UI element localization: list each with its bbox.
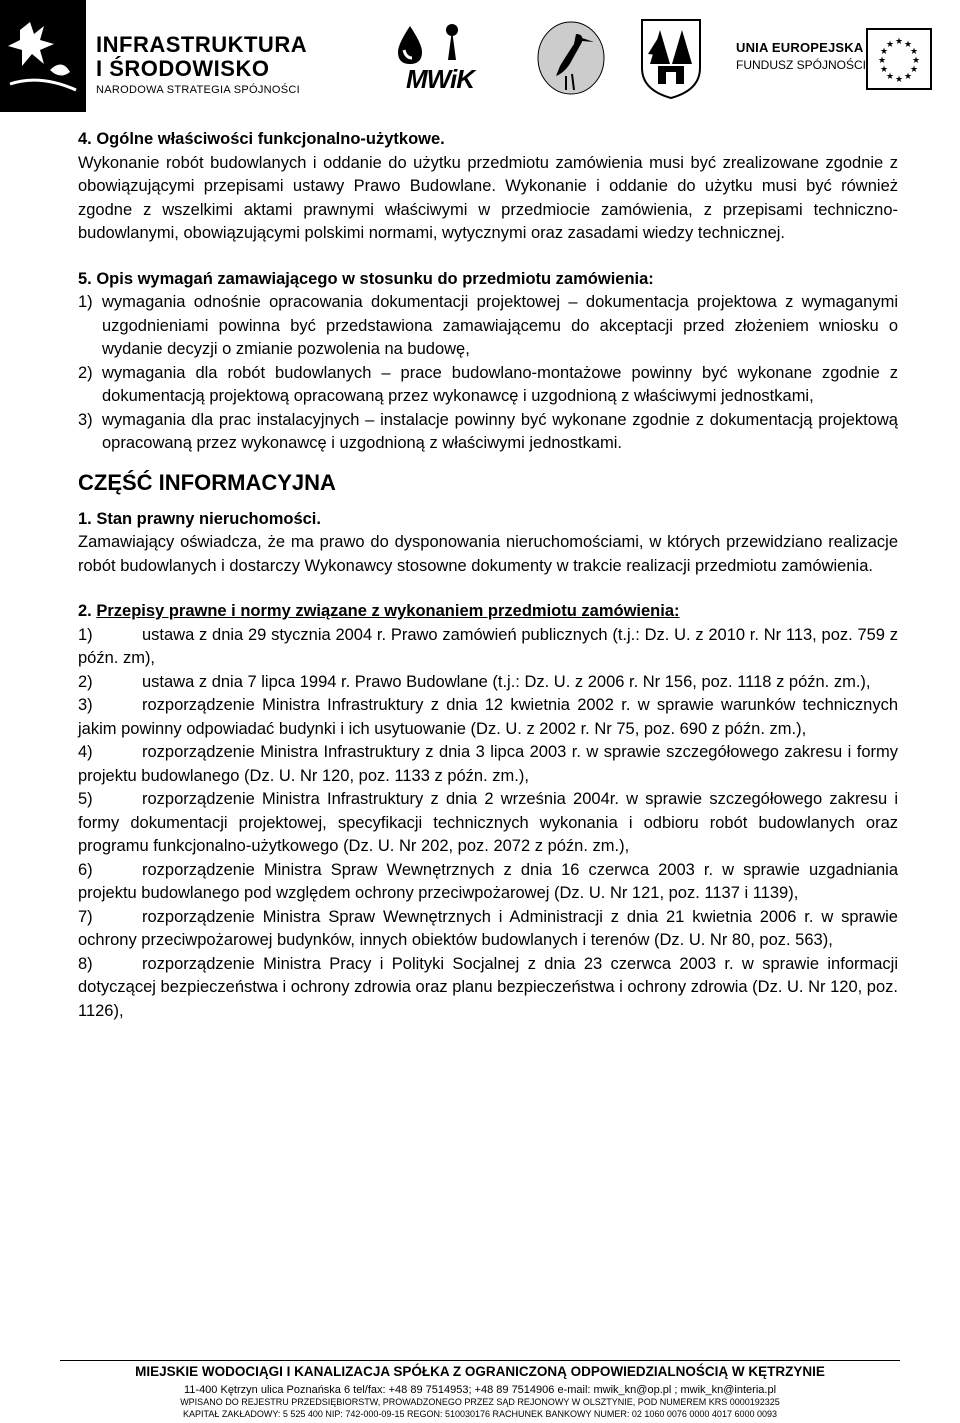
document-body — [78, 128, 898, 1023]
footer-capital: KAPITAŁ ZAKŁADOWY: 5 525 400 NIP: 742-000-09-15 REGON: 510030176 RACHUNEK BANKOWY NUMER: 02 1060 0076 0000 4017 6000 0093 — [183, 1409, 777, 1419]
list-item: 6) rozporządzenie Ministra Spraw Wewnętrznych z dnia 16 czerwca 2003 r. w sprawie uzgadniania projektu budowlanego pod względem ochrony przeciwpożarowej (Dz. U. Nr 121, poz. 1137 i 1139), — [78, 860, 898, 902]
logo-line-1: INFRASTRUKTURA — [96, 32, 308, 57]
infrastruktura-logo — [0, 0, 320, 112]
svg-text:★: ★ — [903, 72, 913, 82]
page-footer — [0, 1360, 960, 1423]
svg-text:★: ★ — [894, 75, 904, 85]
svg-text:★: ★ — [879, 47, 889, 57]
list-item: 8) rozporządzenie Ministra Pracy i Polityki Socjalnej z dnia 23 czerwca 2003 r. w sprawie informacji dotyczącej bezpieczeństwa i ochrony zdrowia oraz planu bezpieczeństwa i ochrony zdrowia (Dz. U. Nr 120, poz. 1126), — [78, 954, 898, 1020]
footer-company: MIEJSKIE WODOCIĄGI I KANALIZACJA SPÓŁKA Z OGRANICZONĄ ODPOWIEDZIALNOŚCIĄ W KĘTRZYNIE — [135, 1364, 825, 1379]
info-1-text: Zamawiający oświadcza, że ma prawo do dysponowania nieruchomościami, w których przewidziano realizacje robót budowlanych i dostarczy Wykonawcy stosowne dokumenty w trakcie realizacji przedmiotu zamówienia. — [78, 533, 898, 575]
footer-address: 11-400 Kętrzyn ulica Poznańska 6 tel/fax: +48 89 7514953; +48 89 7514906 e-mail: mwik_kn@op.pl ; mwik_kn@interia.pl — [183, 1384, 777, 1396]
footer-divider — [60, 1360, 900, 1361]
list-item: 1) ustawa z dnia 29 stycznia 2004 r. Prawo zamówień publicznych (t.j.: Dz. U. z 2010 r. Nr 113, poz. 759 z późn. zm), — [78, 625, 898, 667]
svg-text:★: ★ — [885, 72, 895, 82]
svg-text:★: ★ — [894, 37, 904, 47]
logo-line-3: NARODOWA STRATEGIA SPÓJNOŚCI — [96, 84, 300, 96]
logo-line-2: I ŚRODOWISKO — [96, 56, 270, 81]
stork-emblem-icon — [536, 20, 606, 96]
list-item: 5) rozporządzenie Ministra Infrastruktury z dnia 2 września 2004r. w sprawie szczegółowego zakresu i formy dokumentacji projektowej, specyfikacji technicznych wykonania i odbioru robót budowlanych oraz programu funkcjonalno-użytkowego (Dz. U. Nr 202, poz. 2072 z późn. zm.), — [78, 790, 898, 855]
page-header — [0, 0, 960, 112]
svg-text:★: ★ — [879, 65, 889, 75]
footer-registry: WPISANO DO REJESTRU PRZEDSIĘBIORSTW, PROWADZONEGO PRZEZ SĄD REJONOWY W OLSZTYNIE, POD NUMEREM KRS 0000192325 — [180, 1397, 780, 1407]
list-item: 7) rozporządzenie Ministra Spraw Wewnętrznych i Administracji z dnia 21 kwietnia 2006 r. w sprawie ochrony przeciwpożarowej budynków, innych obiektów budowlanych i terenów (Dz. U. Nr 80, poz. 563), — [78, 907, 898, 949]
list-item: 1) wymagania odnośnie opracowania dokumentacji projektowej – dokumentacja projektowa z wymaganymi uzgodnieniami powinna być przedstawiona zamawiającemu do akceptacji przed złożeniem wniosku o wydanie decyzji o zmianie pozwolenia na budowę, — [78, 293, 898, 358]
list-item: 3) wymagania dla prac instalacyjnych – instalacje powinny być wykonane zgodnie z dokumentacją projektową opracowaną przez wykonawcę i uzgodnioną z właściwymi jednostkami. — [78, 410, 898, 452]
info-2-heading: 2. Przepisy prawne i normy związane z wykonaniem przedmiotu zamówienia: — [78, 602, 680, 620]
svg-text:★: ★ — [911, 56, 921, 66]
svg-text:★: ★ — [909, 65, 919, 75]
list-item: 2) ustawa z dnia 7 lipca 1994 r. Prawo Budowlane (t.j.: Dz. U. z 2006 r. Nr 156, poz. 1118 z późn. zm.), — [78, 672, 871, 691]
section-4-heading: 4. Ogólne właściwości funkcjonalno-użytkowe. — [78, 130, 445, 148]
part-title: CZĘŚĆ INFORMACYJNA — [78, 469, 336, 495]
eu-label-line-2: FUNDUSZ SPÓJNOŚCI — [736, 58, 867, 72]
mwik-logo-text: MWiK — [406, 64, 474, 94]
svg-text:★: ★ — [877, 56, 887, 66]
list-item: 3) rozporządzenie Ministra Infrastruktury z dnia 12 kwietnia 2002 r. w sprawie warunków technicznych jakim powinny odpowiadać budynki i ich usytuowanie (Dz. U. z 2002 r. Nr 75, poz. 690 z późn. zm.), — [78, 696, 898, 738]
eu-flag-icon — [866, 28, 932, 90]
city-crest-icon — [638, 16, 704, 100]
section-4-text: Wykonanie robót budowlanych i oddanie do użytku przedmiotu zamówienia musi być zrealizowane zgodnie z obowiązującymi przepisami ustawy Prawo Budowlane. Wykonanie i oddanie do użytku musi być również zgodne z wszelkimi aktami prawnymi właściwymi w przedmiocie zamówienia, z przepisami techniczno-budowlanymi, obowiązującymi polskimi normami, wytycznymi oraz zasadami wiedzy technicznej. — [78, 153, 898, 242]
mwik-logo — [388, 20, 500, 96]
list-item: 4) rozporządzenie Ministra Infrastruktury z dnia 3 lipca 2003 r. w sprawie szczegółowego zakresu i formy projektu budowlanego (Dz. U. Nr 120, poz. 1133 z późn. zm.), — [78, 743, 898, 785]
info-1-heading: 1. Stan prawny nieruchomości. — [78, 509, 321, 528]
eu-label-line-1: UNIA EUROPEJSKA — [736, 40, 864, 55]
list-item: 2) wymagania dla robót budowlanych – prace budowlano-montażowe powinny być wykonane zgodnie z dokumentacją projektową opracowaną przez wykonawcę i uzgodnioną z właściwymi jednostkami, — [78, 363, 898, 405]
svg-text:★: ★ — [903, 40, 913, 50]
svg-text:★: ★ — [885, 40, 895, 50]
regulations-list — [78, 624, 898, 1024]
eu-fund-label — [736, 40, 866, 72]
section-5-heading: 5. Opis wymagań zamawiającego w stosunku do przedmiotu zamówienia: — [78, 269, 654, 288]
logo-mark-icon — [0, 0, 86, 112]
svg-text:★: ★ — [909, 47, 919, 57]
requirements-list — [78, 291, 898, 456]
